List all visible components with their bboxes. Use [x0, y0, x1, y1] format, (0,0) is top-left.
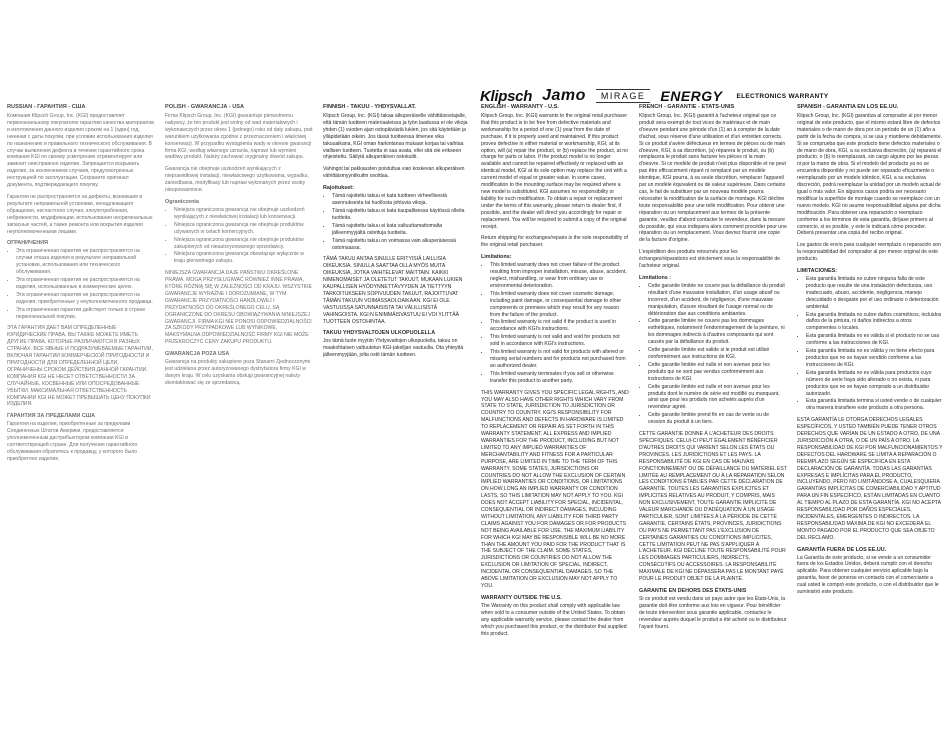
spanish-limitations-list: [797, 276, 943, 412]
finnish-column: [323, 104, 471, 722]
list-item: • Cette garantie limitée prend fin en cas de vente ou de cession du produit à un tiers.: [648, 412, 787, 426]
finnish-outside-us-heading: TAKUU YHDYSVALTOJEN ULKOPUOLELLA: [323, 330, 436, 337]
russian-paragraph-1: Компания Klipsch Group, Inc. (KGI) предоставляет первоначальному покупателю гарантию качества материалов и изготовления данного изделия сроком на 1 (один) год, начиная с даты покупки, при условии использования изделия по назначению и правильного технического обслуживания. В случае выявления дефекта в течение гарантийного срока компания KGI по своему усмотрению отремонтирует или заменит неисправное изделие. Запрещается вскрывать изделие, за исключением случаев, предусмотренных инструкцией по эксплуатации. Сохраните оригинал документа, подтверждающего покупку.: [7, 113, 154, 189]
list-item: • Tämä rajoitettu takuu ei kata valtuuttamattomalta jälleenmyyjältä ostettuja tuotteita.: [332, 223, 471, 237]
list-item: • Niniejsza ograniczona gwarancja nie obejmuje uszkodzeń wynikających z niewłaściwej instalacji lub konserwacji.: [174, 207, 313, 221]
list-item: • This limited warranty is not valid if the product is used in accordance with KGI's instructions.: [490, 319, 629, 333]
spanish-paragraph-2: Los gastos de envío para cualquier reemplazo o reparación son la responsabilidad del comprador al por menor original de este producto.: [797, 242, 941, 263]
list-item: • This limited warranty is not valid for products with altered or missing serial numbers and for products not purchased from an authorized dealer.: [490, 349, 629, 370]
russian-column: [7, 104, 155, 722]
english-column: [481, 104, 629, 722]
spanish-heading: SPANISH - GARANTÍA EN LOS EE.UU.: [797, 104, 899, 110]
list-item: • Tämä rajoitettu takuu ei kata kaupallisessa käytössä olleita tuotteita.: [332, 208, 471, 222]
list-item: • Esta garantía limitada no es válida para productos cuyo número de serie haya sido alterado o no exista, ni para productos que no se hayan comprado a un distribuidor autorizado.: [806, 370, 943, 398]
russian-heading: RUSSIAN - ГАРАНТИЯ - США: [7, 104, 86, 110]
french-outside-us-heading: GARANTIE EN DEHORS DES ÉTATS-UNIS: [639, 588, 747, 594]
polish-limitations-title: Ograniczenia: [165, 198, 199, 205]
spanish-column: [797, 104, 943, 722]
french-heading: FRENCH - GARANTIE - ÉTATS-UNIS: [639, 104, 735, 110]
french-paragraph-2: L'expédition des produits retournés pour les échanges/réparations est strictement sous la responsabilité de l'acheteur original.: [639, 249, 781, 270]
french-column: [639, 104, 787, 722]
english-paragraph-3: THIS WARRANTY GIVES YOU SPECIFIC LEGAL RIGHTS, AND YOU MAY ALSO HAVE OTHER RIGHTS WHICH VARY FROM STATE TO STATE, JURISDICTION TO JURISDICTION OR COUNTRY TO COUNTRY. KGI'S RESPONSIBILITY FOR MALFUNCTIONS AND DEFECTS IN HARDWARE IS LIMITED TO REPLACEMENT OR REPAIR AS SET FORTH IN THIS WARRANTY STATEMENT. ALL EXPRESS AND IMPLIED WARRANTIES FOR THE PRODUCT, INCLUDING BUT NOT LIMITED TO ANY IMPLIED WARRANTIES OF MERCHANTABILITY AND FITNESS FOR A PARTICULAR PURPOSE, ARE LIMITED IN TIME TO THE TERM OF THIS WARRANTY. SOME STATES, JURISDICTIONS OR COUNTRIES DO NOT ALLOW THE EXCLUSION OF CERTAIN IMPLIED WARRANTIES OR CONDITIONS, OR LIMITATIONS ON HOW LONG AN IMPLIED WARRANTY OR CONDITION LASTS, SO THIS LIMITATION MAY NOT APPLY TO YOU. KGI DOES NOT ACCEPT LIABILITY FOR SPECIAL, INCIDENTAL, CONSEQUENTIAL OR INDIRECT DAMAGES, INCLUDING WITHOUT LIMITATION, ANY LIABILITY FOR THIRD PARTY CLAIMS AGAINST YOU FOR DAMAGES OR FOR PRODUCTS NOT BEING AVAILABLE FOR USE. THE MAXIMUM LIABILITY FOR WHICH KGI MAY BE RESPONSIBLE WILL BE NO MORE THAN THE AMOUNT YOU PAID FOR THE PRODUCT THAT IS THE SUBJECT OF THE CLAIM. SOME STATES, JURISDICTIONS OR COUNTRIES DO NOT ALLOW THE EXCLUSION OR LIMITATION OF SPECIAL, INDIRECT, INCIDENTAL OR CONSEQUENTIAL DAMAGES, SO THE ABOVE LIMITATION OR EXCLUSION MAY NOT APPLY TO YOU.: [481, 389, 629, 589]
list-item: • Esta garantía limitada termina si usted vende o de cualquier otra manera transfiere este producto a otra persona.: [806, 398, 943, 412]
french-limitations-title: Limitations :: [639, 274, 672, 281]
polish-paragraph-4: Gwarancja na produkty zakupione poza Stanami Zjednoczonymi jest udzielana przez autoryzowanego dystrybutora firmy KGI w danym kraju. W celu uzyskania obsługi gwarancyjnej należy skontaktować się ze sprzedawcą.: [165, 359, 311, 386]
klipsch-logo: Klipsch: [480, 87, 533, 105]
english-paragraph-1: Klipsch Group, Inc. (KGI) warrants to the original retail purchaser that this product is to be free from defective materials and workmanship for a period of one (1) year from the date of purchase, if it is properly used and maintained. If this product proves defective in either material or workmanship, KGI, at its option, will (a) repair the product, or (b) replace the product, at no charge for parts or labor. If the product model is no longer available and cannot be repaired effectively or replaced with an identical model, KGI at its sole option may replace the unit with a current model of equal or greater value. In some cases, modification to the mounting surface may be required where a new model is substituted. KGI assumes no responsibility or liability for such modification. To obtain a repair or replacement under the terms of this warranty, please return to dealer first, if possible, and the dealer will direct you accordingly for repair or replacement. You will be required to submit a copy of the original receipt.: [481, 113, 628, 230]
list-item: • Esta garantía limitada no cubre ninguna falla de este producto que resulte de una instalación defectuosa, uso inadecuado, abuso, accidente, negligencia, manejo descuidado o desgaste por el uso ordinario o deterioración ambiental.: [806, 276, 943, 311]
spanish-paragraph-4: La Garantía de este producto, si se vende a un consumidor fuera de los Estados Unidos, deberá cumplir con el derecho aplicable. Para obtener cualquier servicio aplicable bajo la garantía, favor de ponerse en contacto con el comerciante a cual usted le compró este producto, o con el distribuidor que le suministró este producto.: [797, 554, 939, 596]
list-item: • Cette garantie limitée est valide si le produit est utilisé conformément aux instructions de KGI.: [648, 347, 787, 361]
english-outside-us-heading: WARRANTY OUTSIDE THE U.S.: [481, 594, 562, 601]
finnish-paragraph-4: Jos tämä tuote myytiin Yhdysvaltojen ulkopuolella, takuu on maakohtaisen valtuutetun KGI-jakelijan vastuulla. Ota yhteyttä jälleenmyyjään, jolta ostit tämän tuotteen.: [323, 338, 464, 359]
list-item: • Esta garantía limitada no es válida si el producto no se usa conforme a las instrucciones de KGI.: [806, 333, 943, 347]
list-item: • Cette garantie limitée est nulle et non avenue pour les produits dont le numéro de série est modifié ou manquant, ainsi que pour les produits non achetés auprès d'un revendeur agréé.: [648, 384, 787, 412]
spanish-outside-us-heading: GARANTÍA FUERA DE LOS EE.UU.: [797, 546, 887, 553]
list-item: • Esta garantía limitada no cubre daños cosméticos, incluidos daños de la pintura, ni daños indirectos a otros componentes o locales.: [806, 312, 943, 333]
finnish-limitations-title: Rajoitukset:: [323, 185, 354, 192]
russian-paragraph-2: Гарантия не распространяется на дефекты, возникшие в результате неправильной установки, ненадлежащего обращения, несчастного случая, злоупотребления, небрежности, модификации, использования неоригинальных запасных частей, а также ремонта или вскрытия изделия неуполномоченными лицами.: [7, 193, 153, 235]
polish-paragraph-1: Firma Klipsch Group, Inc. (KGI) gwarantuje pierwotnemu nabywcy, że ten produkt jest wolny od wad materiałowych i wykonawczych przez okres 1 (jednego) roku od daty zakupu, pod warunkiem użytkowania zgodnie z przeznaczeniem i właściwej konserwacji. W przypadku wystąpienia wady w okresie gwarancji firma KGI, według własnego uznania, naprawi lub wymieni wadliwy produkt. Należy zachować oryginalny dowód zakupu.: [165, 113, 313, 161]
list-item: • This limited warranty terminates if you sell or otherwise transfer this product to another party.: [490, 371, 629, 385]
finnish-limitations-list: [323, 193, 471, 251]
english-paragraph-4: The Warranty on this product shall comply with applicable law when sold to a consumer outside of the United States. To obtain any applicable warranty service, please contact the dealer from which you purchased this product, or the distributor that supplied this product.: [481, 602, 627, 637]
list-item: • Niniejsza ograniczona gwarancja obowiązuje wyłącznie w kraju pierwotnego zakupu.: [174, 251, 313, 265]
french-paragraph-3: CETTE GARANTIE DONNE À L'ACHETEUR DES DROITS SPÉCIFIQUES. CELUI-CI PEUT ÉGALEMENT BÉNÉFICIER D'AUTRES DROITS QUI VARIENT SELON LES ÉTATS OU PROVINCES. LES JURIDICTIONS ET LES PAYS. LA RESPONSABILITÉ DE KGI EN CAS DE MAUVAIS FONCTIONNEMENT OU DE DÉFAILLANCE DU MATÉRIEL EST LIMITÉE AU REMPLACEMENT OU À LA RÉPARATION SELON LES CONDITIONS ÉTABLIES PAR CETTE DÉCLARATION DE GARANTIE. TOUTES LES GARANTIES EXPLICITES ET IMPLICITES RELATIVES AU PRODUIT, Y COMPRIS, MAIS NON EXCLUSIVEMENT, TOUTE GARANTIE IMPLICITE DE VALEUR MARCHANDE OU D'ADÉQUATION À UN USAGE PARTICULIER, SONT LIMITÉES À LA PÉRIODE DE CETTE GARANTIE. CERTAINS ÉTATS, PROVINCES, JURIDICTIONS OU PAYS NE PERMETTANT PAS L'EXCLUSION DE CERTAINES GARANTIES OU CONDITIONS IMPLICITES, CETTE LIMITATION PEUT NE PAS S'APPLIQUER À L'ACHETEUR. KGI DÉCLINE TOUTE RESPONSABILITÉ POUR LES DOMMAGES PARTICULIERS, INDIRECTS, CONSÉCUTIFS OU ACCESSOIRES. LA RESPONSABILITÉ MAXIMALE DE KGI NE DÉPASSERA PAS LE MONTANT PAYÉ POUR LE PRODUIT OBJET DE LA PLAINTE.: [639, 431, 787, 583]
list-item: • Эта ограниченная гарантия действует только в стране первоначальной покупки.: [16, 307, 155, 321]
list-item: • Tämä rajoitettu takuu ei kata tuotteen virheellisestä asennuksesta tai huollosta johtuvia vikoja.: [332, 193, 471, 207]
french-paragraph-1: Klipsch Group, Inc. (KGI) garantit à l'acheteur original que ce produit sera exempt de tout vices de matériaux et de main d'oeuvre pendant une période d'un (1) an à compter de la date d'achat, sous réserve d'une utilisation et d'un entretien corrects. Si ce produit s'avère défectueux en termes de pièces ou de main d'oeuvre, KGI, à sa discrétion, (a) réparera le produit, ou (b) remplacera le produit sans facturer les pièces ni la main d'oeuvre. Si ce modèle de produit n'est plus disponible et ne peut pas être efficacement réparé ni remplacé par un modèle identique, KGI pourra, à sa seule discrétion, remplacer l'appareil par un modèle équivalent ou de valeur supérieure. Dans certains cas, le fait de substituer par un nouveau modèle pourra nécessiter la modification de la surface de montage. KGI décline toute responsabilité pour une telle modification. Pour obtenir une réparation ou un remplacement aux termes de la présente garantie, veuillez d'abord contacter le revendeur, dans la mesure du possible, qui vous indiquera alors comment procéder pour une réparation ou un remplacement. Vous devrez fournir une copie de la facture d'origine.: [639, 113, 787, 244]
list-item: • Cette garantie limitée ne couvre pas la défaillance du produit résultant d'une mauvaise installation, d'un usage abusif ou incorrect, d'un accident, de négligence, d'une mauvaise manipulation, d'usure résultant de l'usage normal ou de détérioration due aux conditions ambiantes.: [648, 283, 787, 318]
list-item: • Niniejsza ograniczona gwarancja nie obejmuje produktów używanych w celach komercyjnych.: [174, 222, 313, 236]
polish-paragraph-2: Gwarancja nie obejmuje uszkodzeń wynikających z nieprawidłowej instalacji, niewłaściwego użytkowania, wypadku, zaniedbania, modyfikacji lub napraw wykonanych przez osoby nieupoważnione.: [165, 166, 309, 194]
brand-header: [480, 86, 920, 106]
polish-column: [165, 104, 313, 722]
warranty-tagline: ELECTRONICS WARRANTY: [736, 92, 829, 100]
list-item: • Cette garantie limitée ne couvre pas les dommages esthétiques, notamment l'endommagement de la peinture, ni les dommages indirects à d'autres composants qui sont causés par la défaillance du produit.: [648, 318, 787, 346]
list-item: • Niniejsza ograniczona gwarancja nie obejmuje produktów zakupionych od nieautoryzowanego sprzedawcy.: [174, 237, 313, 251]
list-item: • Cette garantie limitée est nulle et non avenue pour les produits qui ne sont pas vendus conformément aux instructions de KGI.: [648, 362, 787, 383]
spanish-paragraph-3: ESTA GARANTÍA LE OTORGA DERECHOS LEGALES ESPECÍFICOS, Y USTED TAMBIÉN PUEDE TENER OTROS DERECHOS QUE VARÍAN DE UN ESTADO A OTRO, DE UNA JURISDICCIÓN A OTRA, O DE UN PAÍS A OTRO. LA RESPONSABILIDAD DE KGI POR MALFUNCIONAMIENTOS Y DEFECTOS DEL HARDWARE SE LIMITA A REPARACIÓN O REEMPLAZO SEGÚN SE ESPECIFICA EN ESTA DECLARACIÓN DE GARANTÍA. TODAS LAS GARANTÍAS EXPRESAS E IMPLÍCITAS PARA EL PRODUCTO, INCLUYENDO, PERO NO LIMITÁNDOSE A, CUALESQUIERA GARANTÍAS IMPLÍCITAS DE COMERCIABILIDAD Y APTITUD PARA UN FIN ESPECÍFICO, ESTÁN LIMITADAS EN CUANTO AL TIEMPO AL PLAZO DE ESTA GARANTÍA. KGI NO ACEPTA RESPONSABILIDAD POR DAÑOS ESPECIALES, INCIDENTALES, EMERGENTES O INDIRECTOS. LA RESPONSABILIDAD MÁXIMA DE KGI NO EXCEDERÁ EL MONTO PAGADO POR EL PRODUCTO QUE SEA OBJETO DEL RECLAMO.: [797, 417, 943, 541]
finnish-paragraph-2: Vahingot tai pakkausten poistuttua vian koskevan alkuperäisen vähittäismyyntikuitin osoittaa.: [323, 166, 465, 180]
finnish-paragraph-3: TÄMÄ TAKUU ANTAA SINULLE ERITYISIÄ LAILLISIA OIKEUKSIA. SINULLA SAATTAA OLLA MYÖS MUITA OIKEUKSIA, JOTKA VAIHTELEVAT MAITTAIN. KAIKKI NIMENOMAISET JA OLETETUT TAKUUT, MUKAAN LUKIEN KAUPALLISEN HYÖDYNNETTÄVYYDEN JA TIETTYYN TARKOITUKSEEN SOPIVUUDEN TAKUUT, RAJOITTUVAT TÄMÄN TAKUUN VOIMASSAOLOAIKAAN. KGI EI OLE VASTUUSSA SATUNNAISISTA TAI VÄLILLISISTÄ VAHINGOISTA. KGI:N ENIMMÄISVASTUU EI VOI YLITTÄÄ TUOTTEEN OSTOHINTAA.: [323, 256, 463, 325]
list-item: • Эта ограниченная гарантия не распространяется на изделия, приобретенные у неуполномоченного продавца.: [16, 292, 155, 306]
spanish-paragraph-1: Klipsch Group, Inc. (KGI) garantiza al comprador al por menor original de este producto, que el mismo estará libre de defectos materiales o de mano de obra por un período de un (1) año a partir de la fecha de compra, si se usa y mantiene debidamente. Si se comprueba que este producto tiene defectos materiales o de mano de obra, KGI, a su exclusiva discreción, (a) reparará el producto, o (b) lo reemplazará, sin cargo alguno por las piezas ni por la mano de obra. Si el modelo del producto ya no se encuentra disponible y no puede ser reparado eficazmente o reemplazado por un modelo idéntico, KGI, a su exclusiva discreción, podrá reemplazar la unidad por un modelo actual de igual o más valor. En algunos casos podría ser necesario modificar la superficie de montaje cuando se reemplace con un nuevo modelo. KGI no asume responsabilidad alguna por dicha modificación. Para obtener una reparación o reemplazo conforme a los términos de esta garantía, diríjase primero al comercio, si es posible, y este le indicará cómo proceder. Deberá presentar una copia del recibo original.: [797, 113, 942, 237]
list-item: • Esta garantía limitada no es válida y no tiene efecto para productos que no se hayan vendido conforme a las instrucciones de KGI.: [806, 348, 943, 369]
list-item: • Эта ограниченная гарантия не распространяется на изделия, использованные в коммерческих целях.: [16, 277, 155, 291]
mirage-logo: MIRAGE: [596, 89, 651, 103]
russian-paragraph-4: Гарантия на изделия, приобретенные за пределами Соединенных Штатов Америки, предоставляется уполномоченным дистрибьютором компании KGI в соответствующей стране. Для получения гарантийного обслуживания обратитесь к продавцу, у которого было приобретено изделие.: [7, 421, 138, 462]
english-heading: ENGLISH - WARRANTY - U.S.: [481, 104, 559, 110]
russian-outside-us-heading: ГАРАНТИЯ ЗА ПРЕДЕЛАМИ США: [7, 413, 96, 420]
list-item: • This limited warranty is not valid and void for products not sold in accordance with KGI's instructions.: [490, 334, 629, 348]
polish-paragraph-3: NINIEJSZA GWARANCJA DAJE PAŃSTWU OKREŚLONE PRAWA. MOGĄ PRZYSŁUGIWAĆ RÓWNIEŻ INNE PRAWA, KTÓRE RÓŻNIĄ SIĘ W ZALEŻNOŚCI OD KRAJU. WSZYSTKIE GWARANCJE WYRAŹNE I DOROZUMIANE, W TYM GWARANCJE PRZYDATNOŚCI HANDLOWEJ I PRZYDATNOŚCI DO OKREŚLONEGO CELU, SĄ OGRANICZONE DO OKRESU OBOWIĄZYWANIA NINIEJSZEJ GWARANCJI. FIRMA KGI NIE PONOSI ODPOWIEDZIALNOŚCI ZA SZKODY PRZYPADKOWE LUB WYNIKOWE. MAKSYMALNA ODPOWIEDZIALNOŚĆ FIRMY KGI NIE MOŻE PRZEKROCZYĆ CENY ZAKUPU PRODUKTU.: [165, 270, 312, 346]
polish-heading: POLISH - GWARANCJA - USA: [165, 104, 245, 110]
russian-paragraph-3: ЭТА ГАРАНТИЯ ДАЕТ ВАМ ОПРЕДЕЛЕННЫЕ ЮРИДИЧЕСКИЕ ПРАВА. ВЫ ТАКЖЕ МОЖЕТЕ ИМЕТЬ ДРУГИЕ ПРАВА, КОТОРЫЕ РАЗЛИЧАЮТСЯ В РАЗНЫХ СТРАНАХ. ВСЕ ЯВНЫЕ И ПОДРАЗУМЕВАЕМЫЕ ГАРАНТИИ, ВКЛЮЧАЯ ГАРАНТИИ КОММЕРЧЕСКОЙ ПРИГОДНОСТИ И ПРИГОДНОСТИ ДЛЯ ОПРЕДЕЛЕННОЙ ЦЕЛИ, ОГРАНИЧЕНЫ СРОКОМ ДЕЙСТВИЯ ДАННОЙ ГАРАНТИИ. КОМПАНИЯ KGI НЕ НЕСЕТ ОТВЕТСТВЕННОСТИ ЗА СЛУЧАЙНЫЕ, КОСВЕННЫЕ ИЛИ ОПОСРЕДОВАННЫЕ УБЫТКИ. МАКСИМАЛЬНАЯ ОТВЕТСТВЕННОСТЬ КОМПАНИИ KGI НЕ МОЖЕТ ПРЕВЫШАТЬ ЦЕНУ ПОКУПКИ ИЗДЕЛИЯ.: [7, 325, 153, 408]
polish-limitations-list: [165, 207, 313, 265]
french-limitations-list: [639, 283, 787, 426]
spanish-limitations-title: LIMITACIONES:: [797, 268, 838, 275]
finnish-paragraph-1: Klipsch Group, Inc. (KGI) takaa alkuperäiselle vähittäisostajalle, että tämän tuotteen materiaaleissa ja työn laadussa ei ole vikoja yhden (1) vuoden ajan ostopäivästä lukien, jos sitä käytetään ja ylläpidetään oikein. Jos tässä tuotteessa ilmenee vika takuuaikana, KGI oman harkintansa mukaan korjaa tai vaihtaa viallisen tuotteen. Tuotetta ei saa avata, ellei sitä ole erikseen ohjeistettu. Säilytä alkuperäinen ostokuitti.: [323, 113, 468, 161]
russian-limitations-title: ОГРАНИЧЕНИЯ: [7, 240, 49, 247]
russian-limitations-list: [7, 248, 155, 320]
french-paragraph-4: Si ce produit est vendu dans un pays autre que les États-Unis, la garantie doit être conforme aux lois en vigueur. Pour bénéficier de toute intervention sous garantie applicable, contactez le revendeur auprès duquel le produit a été acheté ou le distributeur l'ayant fourni.: [639, 596, 787, 630]
english-limitations-title: Limitations:: [481, 254, 512, 261]
jamo-logo: Jamo: [542, 87, 586, 104]
list-item: • This limited warranty does not cover failure of the product resulting from improper installation, misuse, abuse, accident, neglect, mishandling, or wear from ordinary use or environmental deterioration.: [490, 262, 629, 290]
polish-outside-us-heading: GWARANCJA POZA USA: [165, 351, 230, 358]
list-item: • This limited warranty does not cover cosmetic damage, including paint damage, or consequential damage to other components or premises which may result for any reason from the failure of the product.: [490, 291, 629, 319]
energy-logo: ENERGY: [660, 88, 723, 104]
list-item: • Эта ограниченная гарантия не распространяется на случаи отказа изделия в результате неправильной установки, использования или технического обслуживания.: [16, 248, 155, 276]
english-limitations-list: [481, 262, 629, 384]
english-paragraph-2: Return shipping for exchanges/repairs is the sole responsibility of the original retail purchaser.: [481, 235, 628, 249]
list-item: • Tämä rajoitettu takuu on voimassa vain alkuperäisessä ostomaassa.: [332, 238, 471, 252]
finnish-heading: FINNISH - TAKUU - YHDYSVALLAT.: [323, 104, 416, 110]
